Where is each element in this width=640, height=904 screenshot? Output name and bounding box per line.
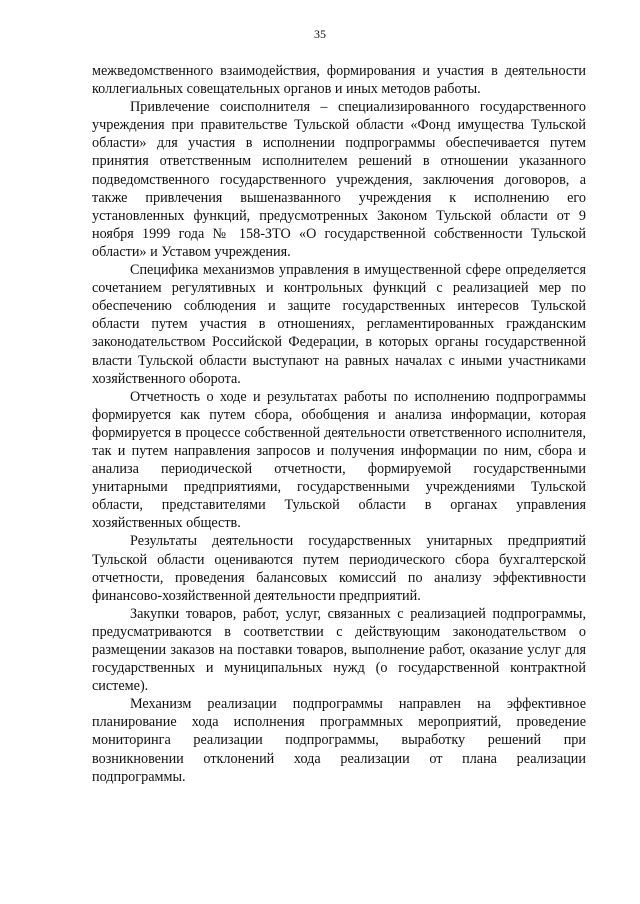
paragraph-co-executor: Привлечение соисполнителя – специализированного государственного учреждения при правительстве Тульской области «Фонд имущества Тульской области» для участия в исполнении подпрограммы обеспечивается путем принятия ответственным исполнителем решений в отношении указанного подведомственного государственного учреждения, заключения договоров, а также привлечения вышеназванного учреждения к исполнению его установленных функций, предусмотренных Законом Тульской области от 9 ноября 1999 года № 158-ЗТО «О государственной собственности Тульской области» и Уставом учреждения.	[92, 99, 586, 260]
paragraph-procurement: Закупки товаров, работ, услуг, связанных с реализацией подпрограммы, предусматриваются в соответствии с действующим законодательством о размещении заказов на поставки товаров, выполнение работ, оказание услуг для государственных и муниципальных нужд (о государственной контрактной системе).	[92, 605, 586, 695]
page-number: 35	[314, 27, 326, 41]
document-body	[92, 62, 586, 786]
paragraph-implementation-mechanism: Механизм реализации подпрограммы направлен на эффективное планирование хода исполнения программных мероприятий, проведение мониторинга реализации подпрограммы, выработку решений при возникновении отклонений хода реализации от плана реализации подпрограммы.	[92, 696, 586, 785]
paragraph-interdepartmental-cooperation: межведомственного взаимодействия, формирования и участия в деятельности коллегиальных совещательных органов и иных методов работы.	[92, 63, 586, 98]
paragraph-reporting: Отчетность о ходе и результатах работы по исполнению подпрограммы формируется как путем сбора, обобщения и анализа информации, которая формируется в процессе собственной деятельности ответственного исполнителя, так и путем направления запросов и получения информации по ним, сбора и анализа периодической отчетности, формируемой государственными унитарными предприятиями, государственными учреждениями Тульской области, представителями Тульской области в органах управления хозяйственных обществ.	[92, 388, 586, 532]
paragraph-enterprise-results: Результаты деятельности государственных унитарных предприятий Тульской области оцениваются путем периодического сбора бухгалтерской отчетности, проведения балансовых комиссий по анализу эффективности финансово-хозяйственной деятельности предприятий.	[92, 533, 586, 604]
paragraph-property-management: Специфика механизмов управления в имущественной сфере определяется сочетанием регулятивных и контрольных функций с реализацией мер по обеспечению соблюдения и защите государственных интересов Тульской области путем участия в отношениях, регламентированных гражданским законодательством Российской Федерации, в которых органы государственной власти Тульской области выступают на равных началах с иными участниками хозяйственного оборота.	[92, 262, 586, 387]
